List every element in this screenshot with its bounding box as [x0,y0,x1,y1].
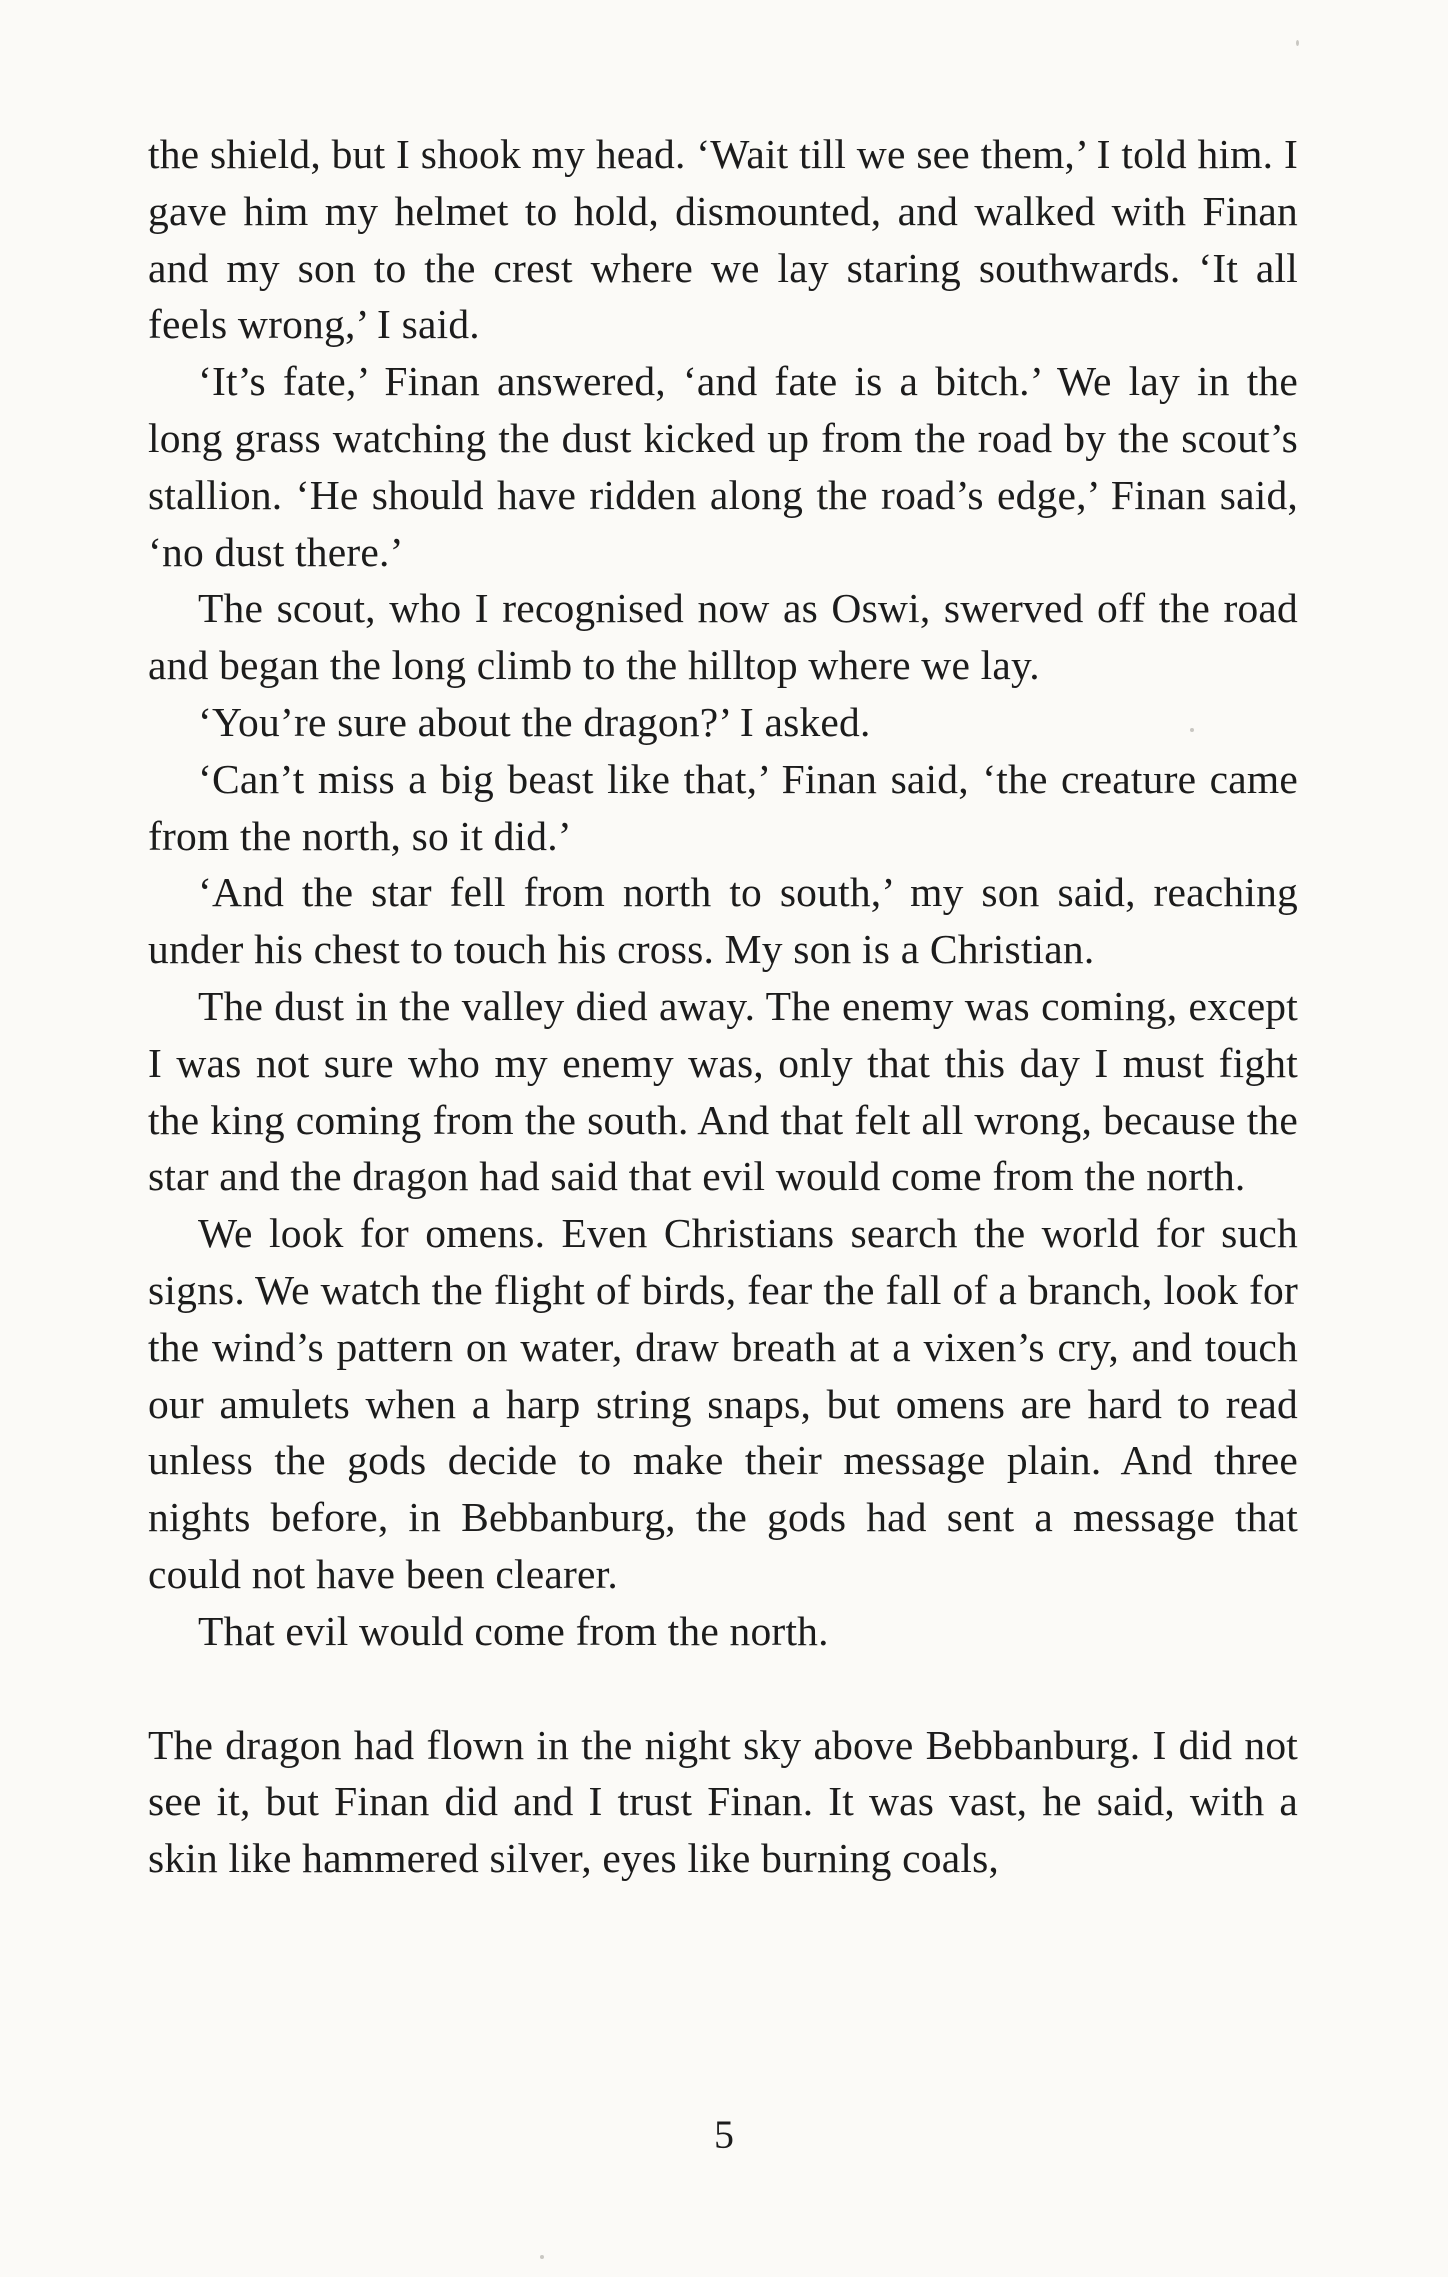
paragraph-6: ‘And the star fell from north to south,’ my son said, reaching under his chest to touch his cross. My son is a Christian. [148,869,1298,973]
paper-speck [1296,40,1299,46]
page-number: 5 [714,2112,734,2157]
paragraph-3: The scout, who I recognised now as Oswi, swerved off the road and began the long climb to the hilltop where we lay. [148,585,1298,689]
page-body [148,126,1298,1887]
paragraph-7: The dust in the valley died away. The enemy was coming, except I was not sure who my enemy was, only that this day I must fight the king coming from the south. And that felt all wrong, because the star and the dragon had said that evil would come from the north. [148,982,1298,1200]
paragraph-5: ‘Can’t miss a big beast like that,’ Finan said, ‘the creature came from the north, so it did.’ [148,755,1298,859]
paragraph-10: The dragon had flown in the night sky above Bebbanburg. I did not see it, but Finan did and I trust Finan. It was vast, he said, with a skin like hammered silver, eyes like burning coals, [148,1721,1298,1882]
paragraph-2: ‘It’s fate,’ Finan answered, ‘and fate is a bitch.’ We lay in the long grass watching the dust kicked up from the road by the scout’s stallion. ‘He should have ridden along the road’s edge,’ Finan said, ‘no dust there.’ [148,358,1298,575]
paper-speck [540,2255,544,2259]
section-break [148,1660,1298,1717]
paragraph-1: the shield, but I shook my head. ‘Wait till we see them,’ I told him. I gave him my helmet to hold, dismounted, and walked with Finan and my son to the crest where we lay staring southwards. ‘It all feels wrong,’ I said. [148,131,1298,348]
paper-speck [1190,728,1194,732]
paragraph-4: ‘You’re sure about the dragon?’ I asked. [198,698,871,745]
paragraph-8: We look for omens. Even Christians search the world for such signs. We watch the flight of birds, fear the fall of a branch, look for the wind’s pattern on water, draw breath at a vixen’s cry, and touch our amulets when a harp string snaps, but omens are hard to read unless the gods decide to make their message plain. And three nights before, in Bebbanburg, the gods had sent a message that could not have been clearer. [148,1210,1298,1597]
paragraph-9: That evil would come from the north. [198,1607,829,1654]
